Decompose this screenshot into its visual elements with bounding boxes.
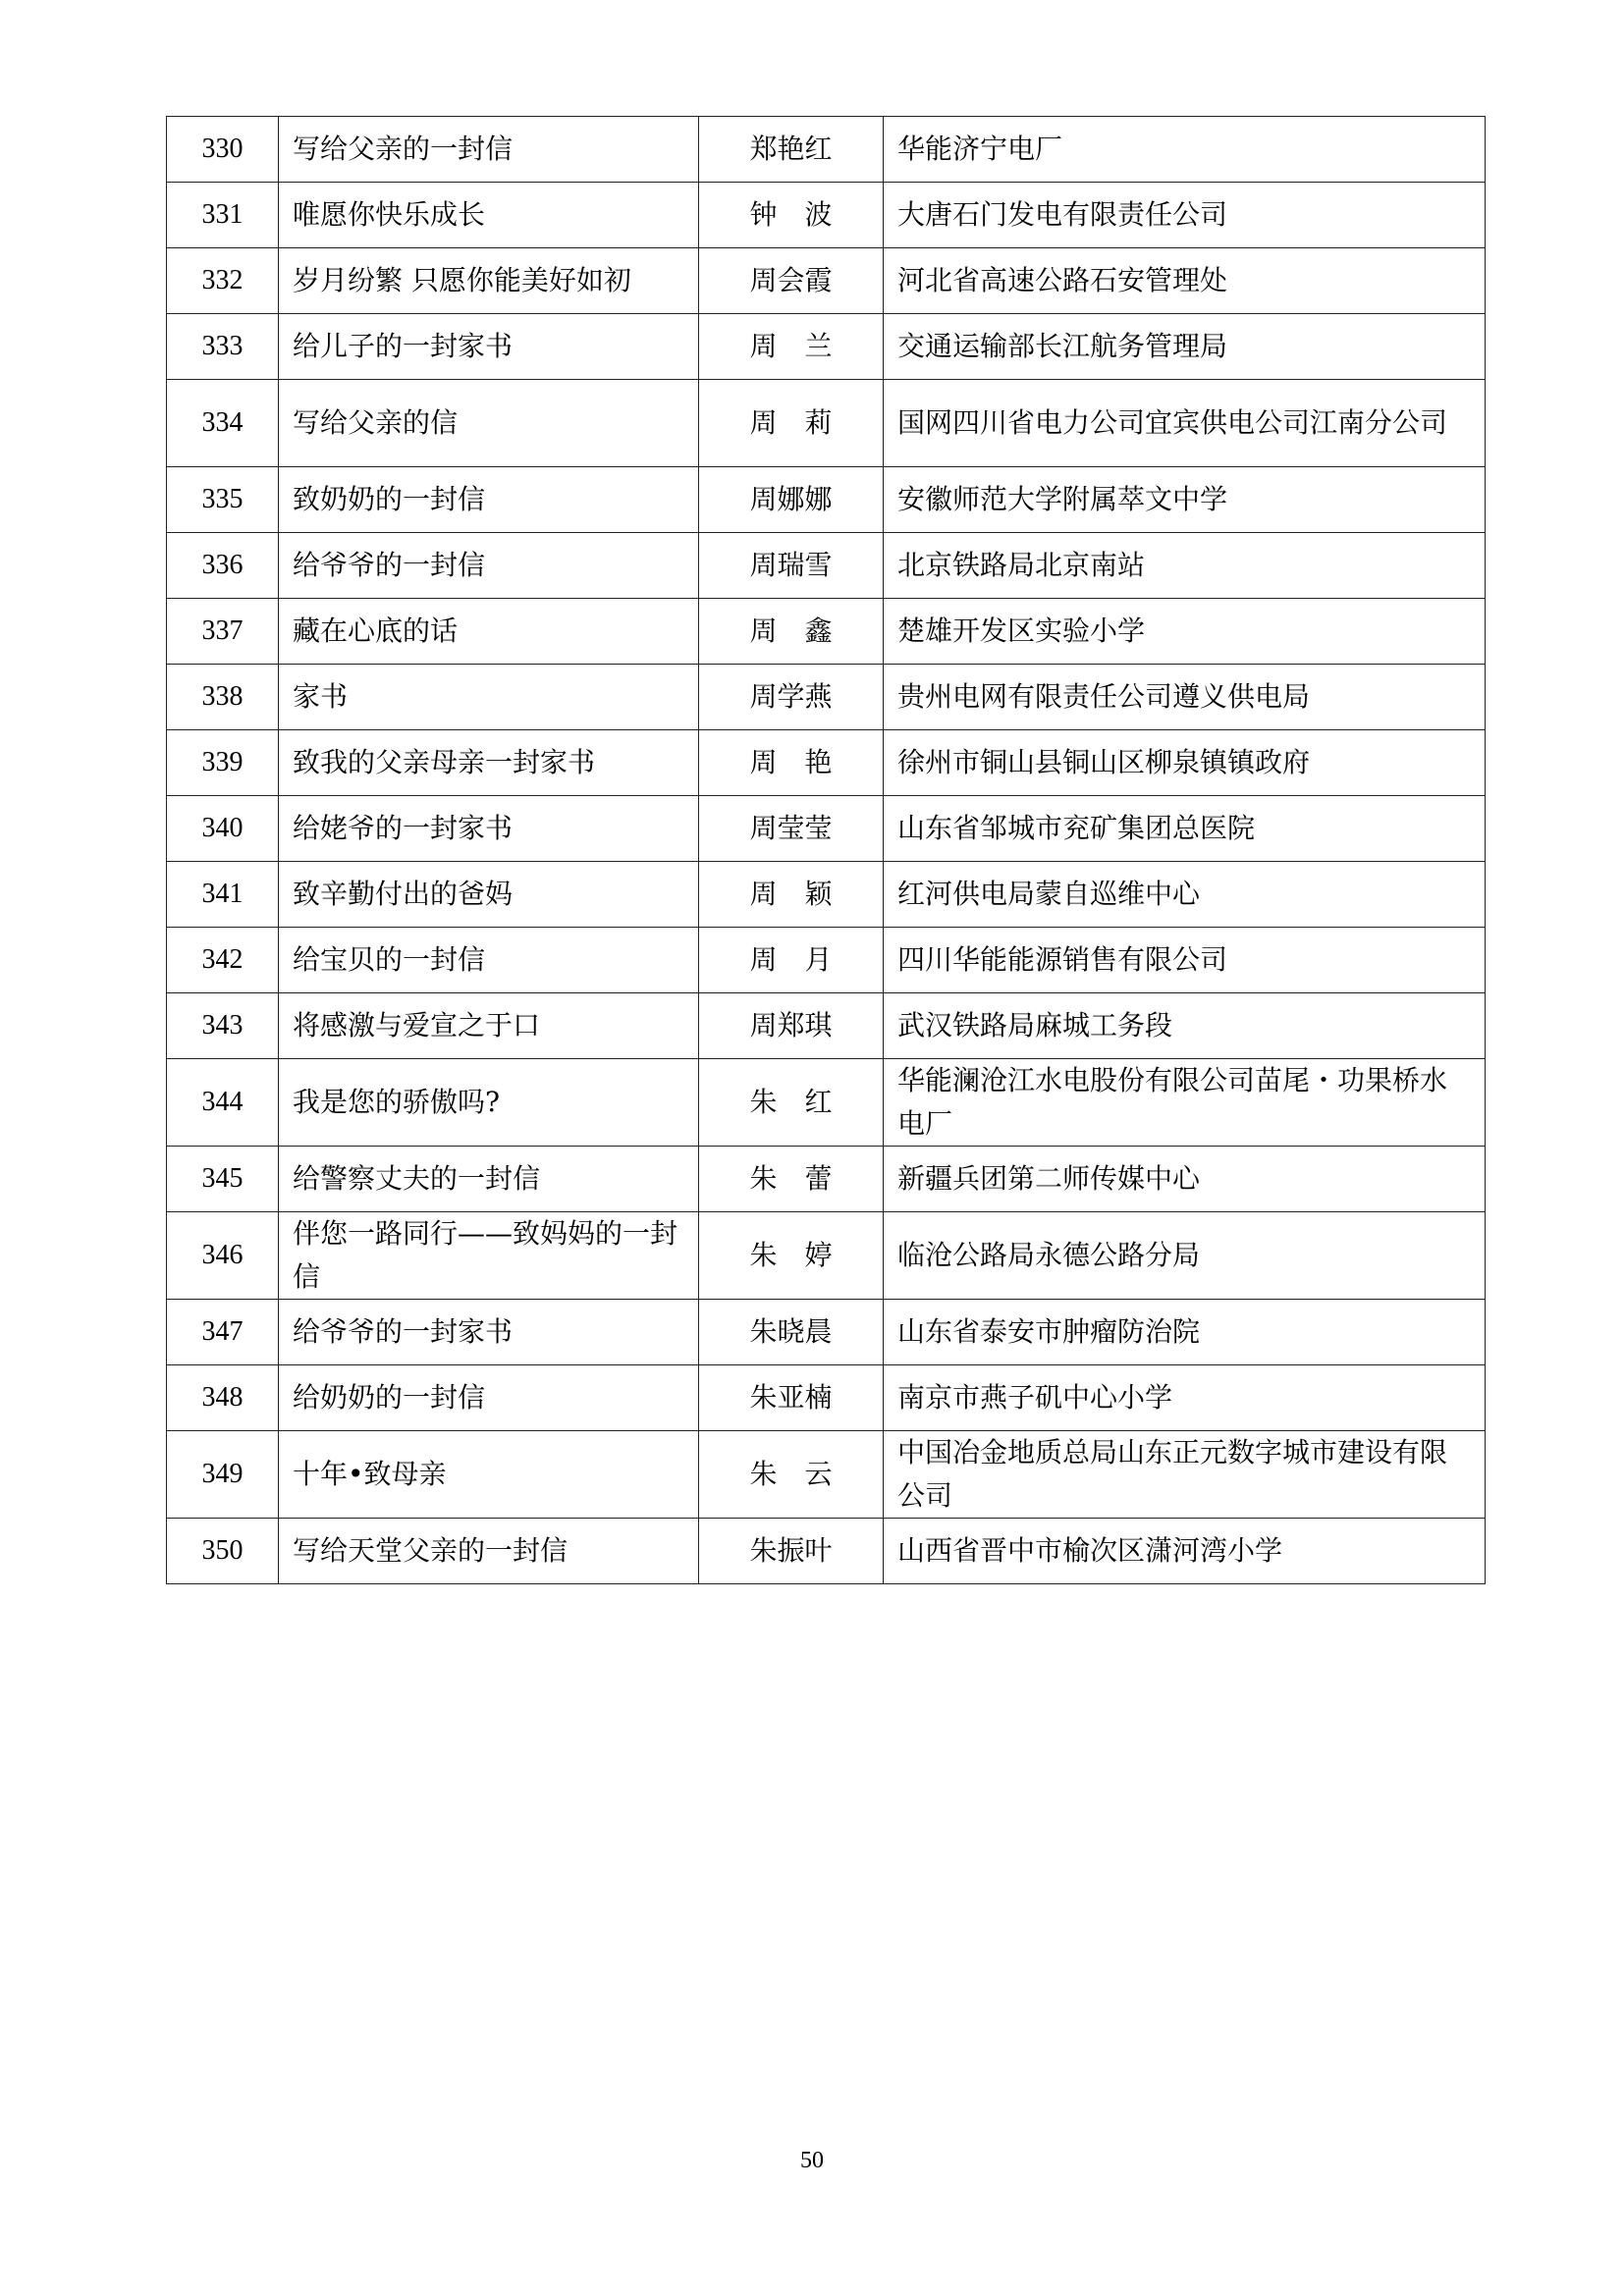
table-row	[167, 796, 1486, 862]
entries-table-body	[167, 117, 1486, 1584]
entry-title: 给爷爷的一封信	[279, 533, 699, 599]
entry-author: 周瑞雪	[699, 533, 884, 599]
entries-table	[166, 116, 1486, 1584]
table-row	[167, 928, 1486, 993]
table-row	[167, 183, 1486, 248]
entry-organization: 贵州电网有限责任公司遵义供电局	[884, 665, 1486, 730]
entry-author: 周 鑫	[699, 599, 884, 665]
entry-title: 写给父亲的一封信	[279, 117, 699, 183]
entry-title: 给警察丈夫的一封信	[279, 1147, 699, 1212]
entry-author: 周学燕	[699, 665, 884, 730]
entry-organization: 临沧公路局永德公路分局	[884, 1212, 1486, 1300]
entry-number: 331	[167, 183, 279, 248]
table-row	[167, 1212, 1486, 1300]
entry-author: 朱振叶	[699, 1519, 884, 1584]
entry-title: 家书	[279, 665, 699, 730]
entry-organization: 山西省晋中市榆次区潇河湾小学	[884, 1519, 1486, 1584]
table-row	[167, 380, 1486, 467]
table-row	[167, 993, 1486, 1059]
entry-author: 周娜娜	[699, 467, 884, 533]
entry-title: 给奶奶的一封信	[279, 1365, 699, 1431]
page-number: 50	[800, 2148, 824, 2173]
entry-number: 332	[167, 248, 279, 314]
entry-author: 周 月	[699, 928, 884, 993]
entry-title: 岁月纷繁 只愿你能美好如初	[279, 248, 699, 314]
table-row	[167, 599, 1486, 665]
entry-title: 给姥爷的一封家书	[279, 796, 699, 862]
entry-author: 周莹莹	[699, 796, 884, 862]
entry-number: 338	[167, 665, 279, 730]
entry-author: 周 艳	[699, 730, 884, 796]
table-row	[167, 117, 1486, 183]
entry-title: 致辛勤付出的爸妈	[279, 862, 699, 928]
entry-number: 350	[167, 1519, 279, 1584]
entry-title: 十年•致母亲	[279, 1431, 699, 1519]
entry-organization: 四川华能能源销售有限公司	[884, 928, 1486, 993]
table-row	[167, 862, 1486, 928]
entry-organization: 山东省泰安市肿瘤防治院	[884, 1300, 1486, 1365]
entry-number: 342	[167, 928, 279, 993]
entry-number: 340	[167, 796, 279, 862]
table-row	[167, 1147, 1486, 1212]
entry-organization: 华能济宁电厂	[884, 117, 1486, 183]
entry-title: 致我的父亲母亲一封家书	[279, 730, 699, 796]
entry-number: 349	[167, 1431, 279, 1519]
entry-number: 346	[167, 1212, 279, 1300]
entry-number: 335	[167, 467, 279, 533]
entry-title: 给宝贝的一封信	[279, 928, 699, 993]
entry-organization: 楚雄开发区实验小学	[884, 599, 1486, 665]
entry-title: 藏在心底的话	[279, 599, 699, 665]
entry-organization: 徐州市铜山县铜山区柳泉镇镇政府	[884, 730, 1486, 796]
entry-author: 朱 蕾	[699, 1147, 884, 1212]
entry-organization: 中国冶金地质总局山东正元数字城市建设有限公司	[884, 1431, 1486, 1519]
entry-title: 唯愿你快乐成长	[279, 183, 699, 248]
table-row	[167, 314, 1486, 380]
entry-title: 伴您一路同行——致妈妈的一封信	[279, 1212, 699, 1300]
entry-organization: 武汉铁路局麻城工务段	[884, 993, 1486, 1059]
entry-author: 朱亚楠	[699, 1365, 884, 1431]
entry-organization: 南京市燕子矶中心小学	[884, 1365, 1486, 1431]
table-row	[167, 1059, 1486, 1147]
entry-author: 郑艳红	[699, 117, 884, 183]
table-row	[167, 665, 1486, 730]
entry-organization: 交通运输部长江航务管理局	[884, 314, 1486, 380]
entry-author: 朱 红	[699, 1059, 884, 1147]
entry-number: 345	[167, 1147, 279, 1212]
entry-author: 周 颖	[699, 862, 884, 928]
entry-author: 周 莉	[699, 380, 884, 467]
entry-number: 344	[167, 1059, 279, 1147]
entry-title: 写给天堂父亲的一封信	[279, 1519, 699, 1584]
entry-author: 朱 云	[699, 1431, 884, 1519]
entry-organization: 北京铁路局北京南站	[884, 533, 1486, 599]
entry-number: 336	[167, 533, 279, 599]
table-row	[167, 1519, 1486, 1584]
entry-title: 给儿子的一封家书	[279, 314, 699, 380]
entry-title: 给爷爷的一封家书	[279, 1300, 699, 1365]
entry-organization: 新疆兵团第二师传媒中心	[884, 1147, 1486, 1212]
entry-number: 343	[167, 993, 279, 1059]
table-row	[167, 467, 1486, 533]
entry-number: 334	[167, 380, 279, 467]
entry-author: 朱 婷	[699, 1212, 884, 1300]
entry-number: 347	[167, 1300, 279, 1365]
table-row	[167, 533, 1486, 599]
entry-organization: 红河供电局蒙自巡维中心	[884, 862, 1486, 928]
entry-title: 我是您的骄傲吗?	[279, 1059, 699, 1147]
entry-number: 341	[167, 862, 279, 928]
entry-number: 339	[167, 730, 279, 796]
entry-organization: 大唐石门发电有限责任公司	[884, 183, 1486, 248]
entry-author: 周 兰	[699, 314, 884, 380]
table-row	[167, 730, 1486, 796]
table-row	[167, 1365, 1486, 1431]
entry-number: 330	[167, 117, 279, 183]
entry-author: 朱晓晨	[699, 1300, 884, 1365]
entry-number: 337	[167, 599, 279, 665]
table-row	[167, 1431, 1486, 1519]
entry-organization: 河北省高速公路石安管理处	[884, 248, 1486, 314]
entry-title: 写给父亲的信	[279, 380, 699, 467]
entry-number: 348	[167, 1365, 279, 1431]
entry-title: 致奶奶的一封信	[279, 467, 699, 533]
table-row	[167, 1300, 1486, 1365]
table-row	[167, 248, 1486, 314]
entry-organization: 山东省邹城市兖矿集团总医院	[884, 796, 1486, 862]
entry-author: 钟 波	[699, 183, 884, 248]
entry-organization: 华能澜沧江水电股份有限公司苗尾・功果桥水电厂	[884, 1059, 1486, 1147]
entry-author: 周会霞	[699, 248, 884, 314]
entry-title: 将感激与爱宣之于口	[279, 993, 699, 1059]
entry-author: 周郑琪	[699, 993, 884, 1059]
entry-organization: 安徽师范大学附属萃文中学	[884, 467, 1486, 533]
entry-organization: 国网四川省电力公司宜宾供电公司江南分公司	[884, 380, 1486, 467]
entry-number: 333	[167, 314, 279, 380]
